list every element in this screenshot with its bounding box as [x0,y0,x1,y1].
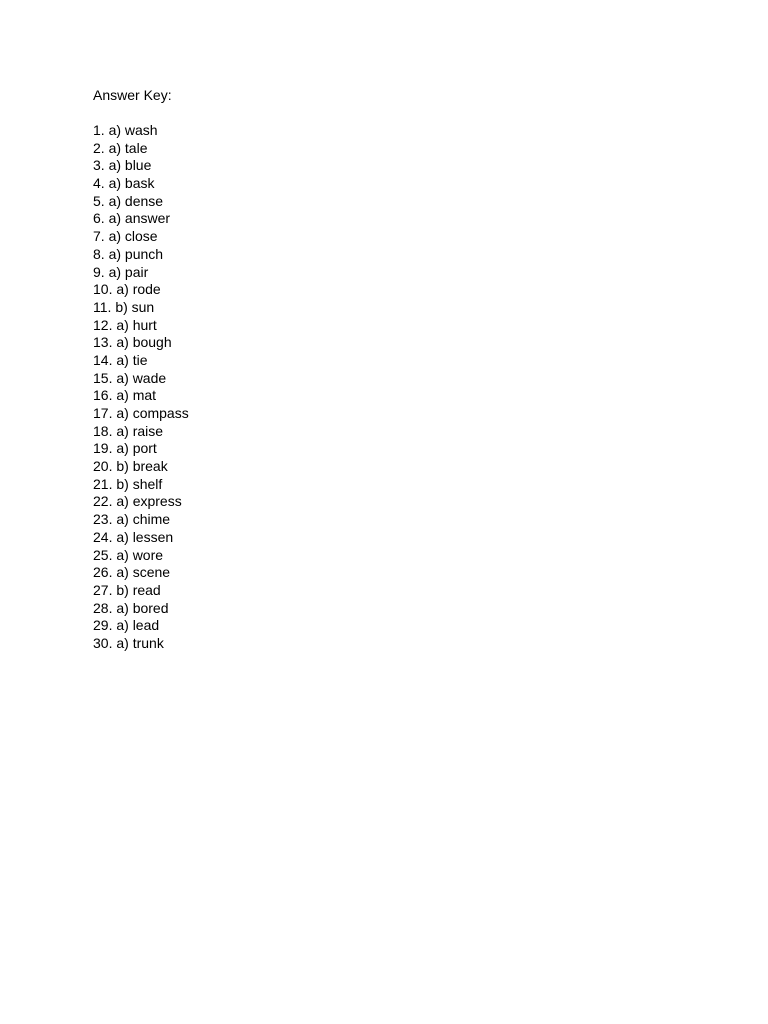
answer-item: 10. a) rode [93,281,161,298]
answer-item: 5. a) dense [93,192,164,209]
answer-item: 17. a) compass [93,405,189,421]
answer-item: 7. a) close [93,228,158,245]
answer-item: 4. a) bask [93,175,155,192]
answer-item: 26. a) scene [93,564,171,581]
answer-list [93,122,189,653]
answer-item: 1. a) wash [93,122,158,138]
answer-item: 8. a) punch [93,245,164,262]
answer-item: 20. b) break [93,458,168,475]
answer-item: 2. a) tale [93,139,148,156]
answer-item: 3. a) blue [93,157,152,174]
answer-item: 6. a) answer [93,210,171,227]
answer-item: 28. a) bored [93,599,169,616]
answer-item: 15. a) wade [93,369,167,386]
answer-item: 22. a) express [93,493,182,510]
answer-item: 21. b) shelf [93,475,163,492]
answer-item: 19. a) port [93,440,157,457]
answer-item: 11. b) sun [93,298,155,315]
answer-item: 25. a) wore [93,546,164,563]
answer-item: 14. a) tie [93,351,148,368]
answer-item: 18. a) raise [93,422,164,439]
page-title: Answer Key: [93,87,172,103]
answer-item: 23. a) chime [93,511,171,528]
answer-item: 24. a) lessen [93,528,174,545]
answer-item: 9. a) pair [93,263,149,280]
answer-item: 13. a) bough [93,334,172,351]
answer-item: 16. a) mat [93,387,157,404]
answer-item: 30. a) trunk [93,634,164,651]
answer-item: 12. a) hurt [93,316,157,333]
answer-item: 27. b) read [93,581,161,598]
answer-item: 29. a) lead [93,617,160,634]
